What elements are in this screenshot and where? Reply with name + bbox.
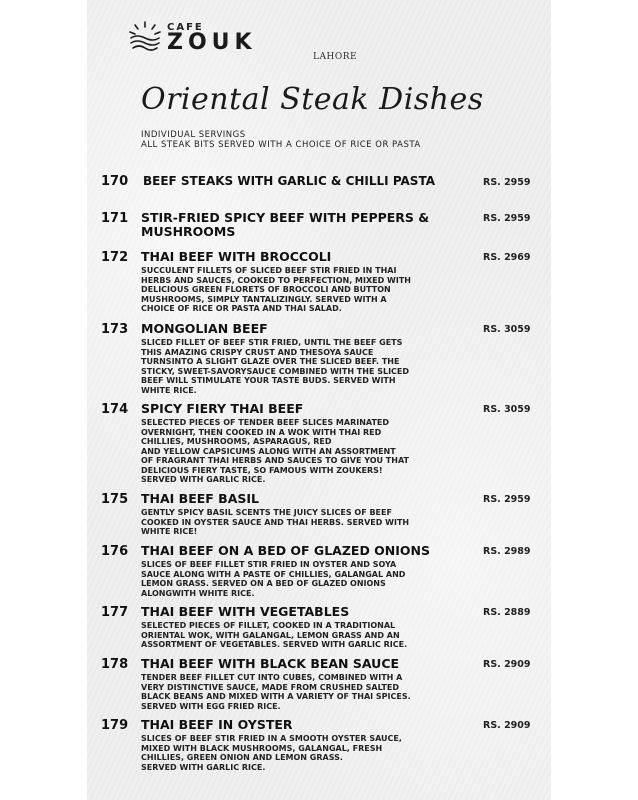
item-name: THAI BEEF WITH BLACK BEAN SAUCE — [141, 656, 400, 671]
item-number: 178 — [101, 657, 129, 672]
item-name: THAI BEEF WITH BROCCOLI — [141, 249, 332, 264]
item-price: RS. 2989 — [483, 546, 531, 557]
item-number: 179 — [101, 718, 129, 733]
item-price: RS. 2909 — [483, 720, 531, 731]
item-name: BEEF STEAKS WITH GARLIC & CHILLI PASTA — [143, 174, 435, 188]
item-number: 172 — [101, 250, 129, 265]
subtitle-servings: INDIVIDUAL SERVINGS — [141, 130, 246, 140]
item-price: RS. 3059 — [483, 404, 531, 415]
item-price: RS. 2959 — [483, 213, 531, 224]
item-number: 174 — [101, 402, 129, 417]
item-price: RS. 2969 — [483, 252, 531, 263]
item-name: THAI BEEF ON A BED OF GLAZED ONIONS — [141, 543, 430, 558]
logo-city-text: LAHORE — [313, 52, 358, 62]
item-number: 171 — [101, 211, 129, 226]
sun-wave-icon — [125, 16, 165, 56]
section-subtitle — [141, 130, 421, 150]
menu-page — [87, 0, 551, 800]
item-name: THAI BEEF WITH VEGETABLES — [141, 604, 350, 619]
item-description: TENDER BEEF FILLET CUT INTO CUBES, COMBINED WITH A VERY DISTINCTIVE SAUCE, MADE FROM CRUSHED SALTED BLACK BEANS AND MIXED WITH A VARIETY OF THAI SPICES. SERVED WITH EGG FRIED RICE. — [141, 673, 411, 711]
item-name: THAI BEEF BASIL — [141, 491, 259, 506]
item-number: 177 — [101, 605, 129, 620]
item-price: RS. 2909 — [483, 659, 531, 670]
item-price: RS. 2959 — [483, 177, 531, 188]
item-number: 176 — [101, 544, 129, 559]
item-name: STIR-FRIED SPICY BEEF WITH PEPPERS & MUSHROOMS — [141, 210, 430, 239]
item-description: SELECTED PIECES OF TENDER BEEF SLICES MARINATED OVERNIGHT, THEN COOKED IN A WOK WITH THAI RED CHILLIES, MUSHROOMS, ASPARAGUS, RED AND YELLOW CAPSICUMS ALONG WITH AN ASSORTMENT OF FRAGRANT THAI HERBS AND SAUCES TO GIVE YOU THAT DELICIOUS FIERY TASTE, SO FAMOUS WITH ZOUKERS! SERVED WITH GARLIC RICE. — [141, 418, 409, 484]
cafe-zouk-logo — [125, 16, 365, 66]
logo-zouk-text: ZOUK — [167, 30, 257, 55]
item-description: SLICES OF BEEF STIR FRIED IN A SMOOTH OYSTER SAUCE, MIXED WITH BLACK MUSHROOMS, GALANGAL, FRESH CHILLIES, GREEN ONION AND LEMON GRASS. SERVED WITH GARLIC RICE. — [141, 734, 402, 772]
item-name: SPICY FIERY THAI BEEF — [141, 401, 304, 416]
item-description: SELECTED PIECES OF FILLET, COOKED IN A TRADITIONAL ORIENTAL WOK, WITH GALANGAL, LEMON GRASS AND AN ASSORTMENT OF VEGETABLES. SERVED WITH GARLIC RICE. — [141, 621, 408, 649]
item-description: GENTLY SPICY BASIL SCENTS THE JUICY SLICES OF BEEF COOKED IN OYSTER SAUCE AND THAI HERBS. SERVED WITH WHITE RICE! — [141, 508, 410, 536]
logo-cafe-text: CAFE — [167, 22, 204, 33]
item-name: THAI BEEF IN OYSTER — [141, 717, 293, 732]
item-price: RS. 2959 — [483, 494, 531, 505]
item-price: RS. 2889 — [483, 607, 531, 618]
section-title: Oriental Steak Dishes — [141, 82, 484, 117]
item-name: MONGOLIAN BEEF — [141, 321, 268, 336]
subtitle-rice-pasta: ALL STEAK BITS SERVED WITH A CHOICE OF RICE OR PASTA — [141, 140, 421, 150]
item-number: 175 — [101, 492, 129, 507]
item-number: 173 — [101, 322, 129, 337]
item-description: SLICES OF BEEF FILLET STIR FRIED IN OYSTER AND SOYA SAUCE ALONG WITH A PASTE OF CHILLIES, GALANGAL AND LEMON GRASS. SERVED ON A BED OF GLAZED ONIONS ALONGWITH WHITE RICE. — [141, 560, 406, 598]
item-description: SLICED FILLET OF BEEF STIR FRIED, UNTIL THE BEEF GETS THIS AMAZING CRISPY CRUST AND THESOYA SAUCE TURNSINTO A SLIGHT GLAZE OVER THE SLICED BEEF. THE STICKY, SWEET-SAVORYSAUCE COMBINED WITH THE SLICED BEEF WILL STIMULATE YOUR TASTE BUDS. SERVED WITH WHITE RICE. — [141, 338, 410, 395]
item-description: SUCCULENT FILLETS OF SLICED BEEF STIR FRIED IN THAI HERBS AND SAUCES, COOKED TO PERFECTION, MIXED WITH DELICIOUS GREEN FLORETS OF BROCCOLI AND BUTTON MUSHROOMS, SIMPLY TANTALIZINGLY. SERVED WITH A CHOICE OF RICE OR PASTA AND THAI SALAD. — [141, 266, 411, 313]
item-price: RS. 3059 — [483, 324, 531, 335]
item-number: 170 — [101, 174, 129, 189]
